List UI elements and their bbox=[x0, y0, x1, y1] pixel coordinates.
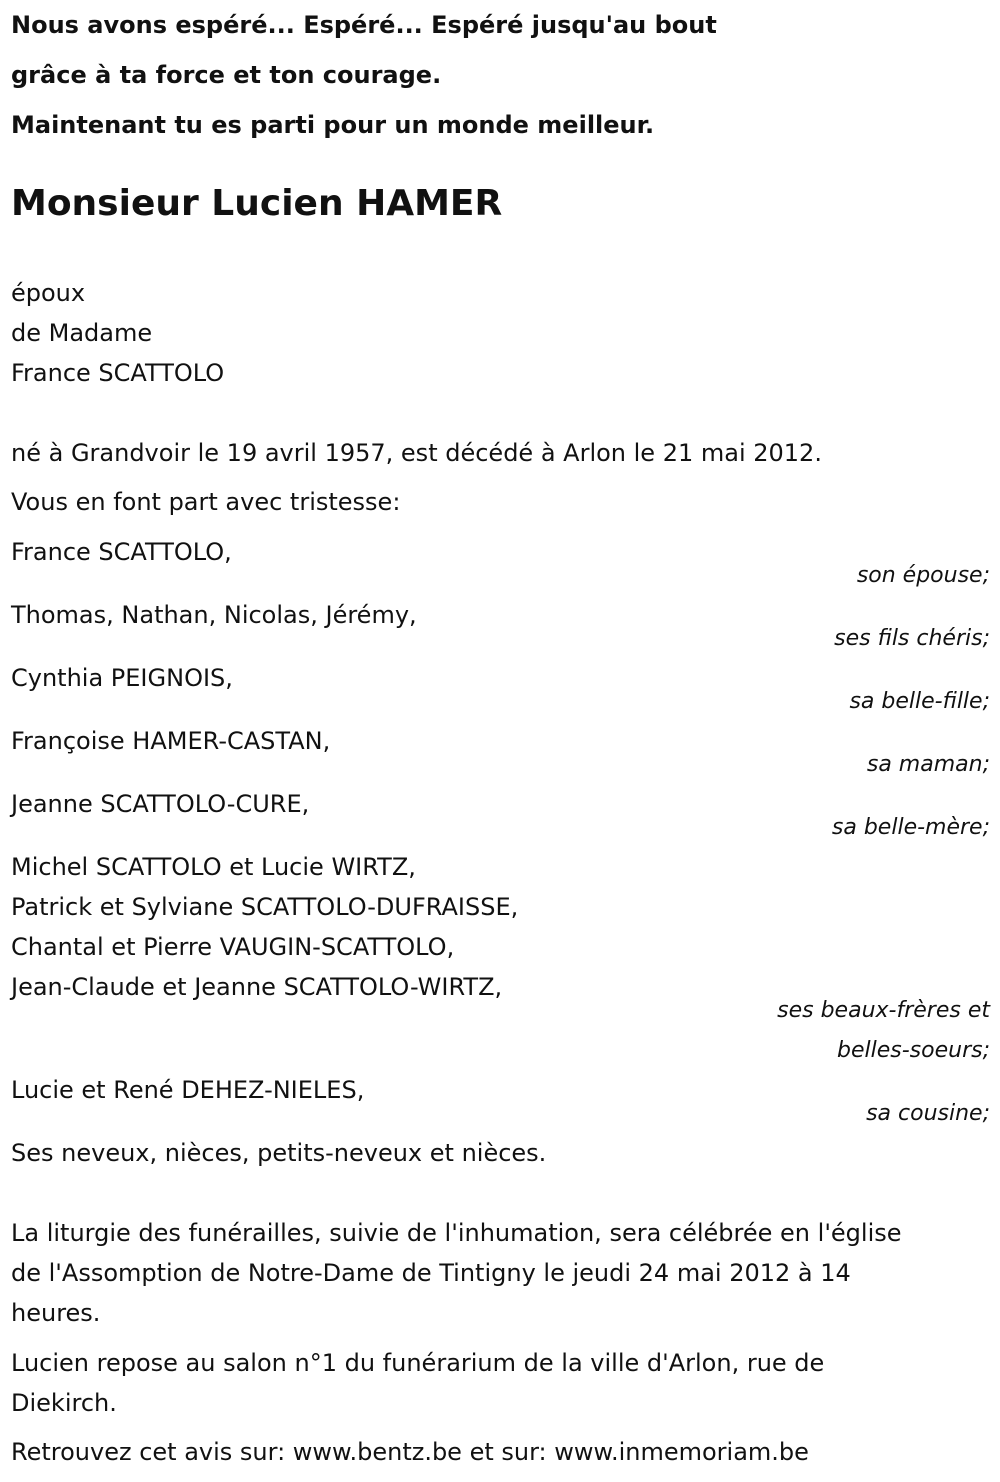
announce-text: Vous en font part avec tristesse: bbox=[11, 488, 401, 516]
family-name: Françoise HAMER-CASTAN, bbox=[11, 727, 331, 755]
family-name: Patrick et Sylviane SCATTOLO-DUFRAISSE, bbox=[11, 893, 519, 921]
epigraph-line-2: grâce à ta force et ton courage. bbox=[11, 61, 442, 89]
epigraph-line-1: Nous avons espéré... Espéré... Espéré jusqu'au bout bbox=[11, 11, 717, 39]
page-title: Monsieur Lucien HAMER bbox=[11, 183, 503, 224]
family-name: Cynthia PEIGNOIS, bbox=[11, 664, 233, 692]
repose-line-1: Lucien repose au salon n°1 du funérarium de la ville d'Arlon, rue de bbox=[11, 1349, 825, 1377]
family-name: Jean-Claude et Jeanne SCATTOLO-WIRTZ, bbox=[11, 973, 503, 1001]
nephews-text: Ses neveux, nièces, petits-neveux et nièces. bbox=[11, 1139, 547, 1167]
family-relation: ses fils chéris; bbox=[834, 626, 990, 651]
family-relation: sa belle-mère; bbox=[831, 815, 990, 840]
family-relation: belles-soeurs; bbox=[837, 1038, 990, 1063]
birth-death-text: né à Grandvoir le 19 avril 1957, est décédé à Arlon le 21 mai 2012. bbox=[11, 439, 822, 467]
liturgy-line-3: heures. bbox=[11, 1299, 101, 1327]
family-name: Michel SCATTOLO et Lucie WIRTZ, bbox=[11, 853, 416, 881]
obituary-notice bbox=[11, 0, 990, 1482]
liturgy-line-2: de l'Assomption de Notre-Dame de Tintigny le jeudi 24 mai 2012 à 14 bbox=[11, 1259, 851, 1287]
spouse-line-1: époux bbox=[11, 279, 86, 307]
family-relation: ses beaux-frères et bbox=[777, 998, 990, 1023]
family-relation: sa cousine; bbox=[866, 1101, 990, 1126]
family-name: Chantal et Pierre VAUGIN-SCATTOLO, bbox=[11, 933, 455, 961]
spouse-line-2: de Madame bbox=[11, 319, 153, 347]
epigraph-line-3: Maintenant tu es parti pour un monde meilleur. bbox=[11, 111, 655, 139]
family-relation: son épouse; bbox=[856, 563, 990, 588]
family-name: Jeanne SCATTOLO-CURE, bbox=[11, 790, 310, 818]
family-name: Lucie et René DEHEZ-NIELES, bbox=[11, 1076, 365, 1104]
family-name: Thomas, Nathan, Nicolas, Jérémy, bbox=[11, 601, 417, 629]
repose-line-2: Diekirch. bbox=[11, 1389, 117, 1417]
family-relation: sa maman; bbox=[866, 752, 990, 777]
footer-text: Retrouvez cet avis sur: www.bentz.be et sur: www.inmemoriam.be bbox=[11, 1438, 809, 1466]
spouse-line-3: France SCATTOLO bbox=[11, 359, 225, 387]
family-relation: sa belle-fille; bbox=[849, 689, 990, 714]
liturgy-line-1: La liturgie des funérailles, suivie de l'inhumation, sera célébrée en l'église bbox=[11, 1219, 902, 1247]
family-name: France SCATTOLO, bbox=[11, 538, 232, 566]
